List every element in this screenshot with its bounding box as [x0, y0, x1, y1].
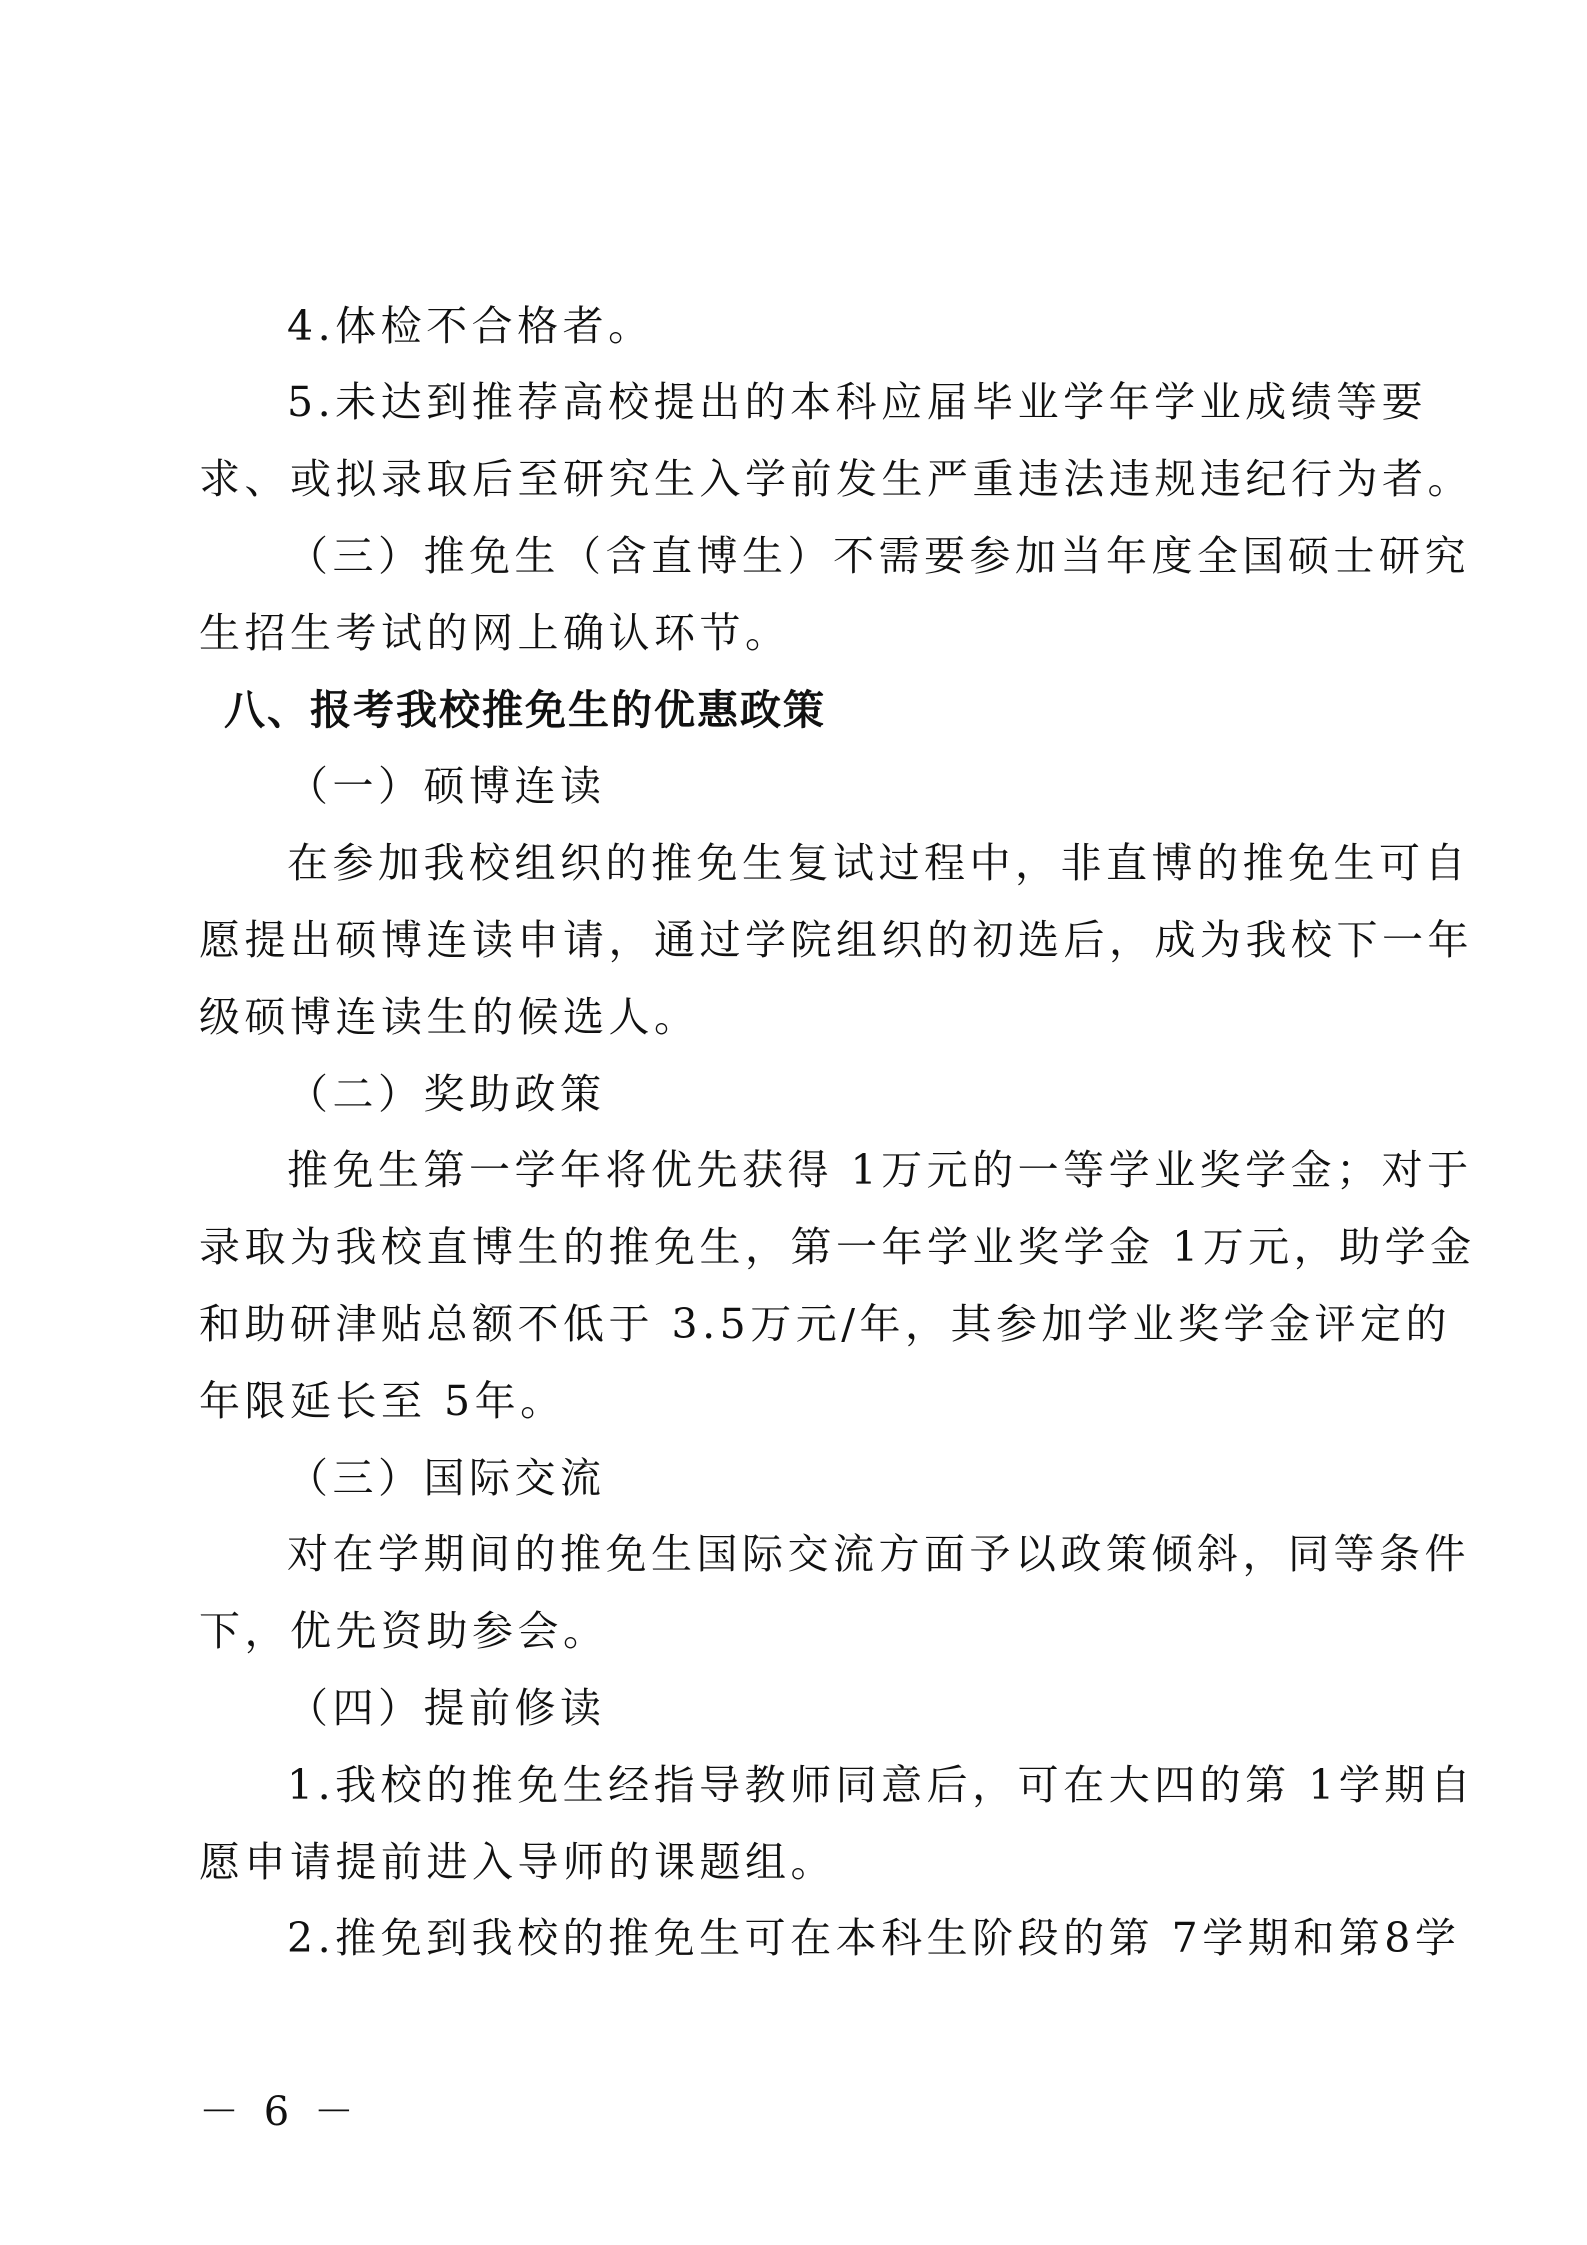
subsection-heading: （一）硕博连读: [287, 762, 606, 810]
list-item-1-line-2: 愿申请提前进入导师的课题组。: [199, 1838, 836, 1886]
paragraph-line: 级硕博连读生的候选人。: [199, 993, 700, 1041]
paragraph-line: 在参加我校组织的推免生复试过程中，非直博的推免生可自: [287, 839, 1470, 887]
paragraph-line: 年限延长至 5年。: [199, 1377, 566, 1425]
paragraph-line: （三）推免生（含直博生）不需要参加当年度全国硕士研究: [287, 532, 1470, 580]
paragraph-line: 推免生第一学年将优先获得 1万元的一等学业奖学金；对于: [287, 1146, 1473, 1194]
paragraph-line: 生招生考试的网上确认环节。: [199, 609, 791, 657]
list-item-2-line-1: 2.推免到我校的推免生可在本科生阶段的第 7学期和第8学: [287, 1914, 1461, 1962]
paragraph-line: 和助研津贴总额不低于 3.5万元/年，其参加学业奖学金评定的: [199, 1300, 1452, 1348]
paragraph-line: 对在学期间的推免生国际交流方面予以政策倾斜，同等条件: [287, 1530, 1470, 1578]
paragraph-line: 愿提出硕博连读申请，通过学院组织的初选后，成为我校下一年: [199, 916, 1473, 964]
paragraph-line: 录取为我校直博生的推免生，第一年学业奖学金 1万元，助学金: [199, 1223, 1476, 1271]
subsection-heading: （三）国际交流: [287, 1454, 606, 1502]
list-item-5-line-2: 求、或拟录取后至研究生入学前发生严重违法违规违纪行为者。: [199, 455, 1473, 503]
paragraph-line: 下，优先资助参会。: [199, 1607, 609, 1655]
section-heading: 八、报考我校推免生的优惠政策: [224, 686, 826, 734]
subsection-heading: （二）奖助政策: [287, 1070, 606, 1118]
list-item-5-line-1: 5.未达到推荐高校提出的本科应届毕业学年学业成绩等要: [287, 378, 1428, 426]
list-item-4: 4.体检不合格者。: [287, 302, 654, 350]
list-item-1-line-1: 1.我校的推免生经指导教师同意后，可在大四的第 1学期自: [287, 1761, 1476, 1809]
page-number: － 6 －: [199, 2089, 360, 2135]
subsection-heading: （四）提前修读: [287, 1684, 606, 1732]
